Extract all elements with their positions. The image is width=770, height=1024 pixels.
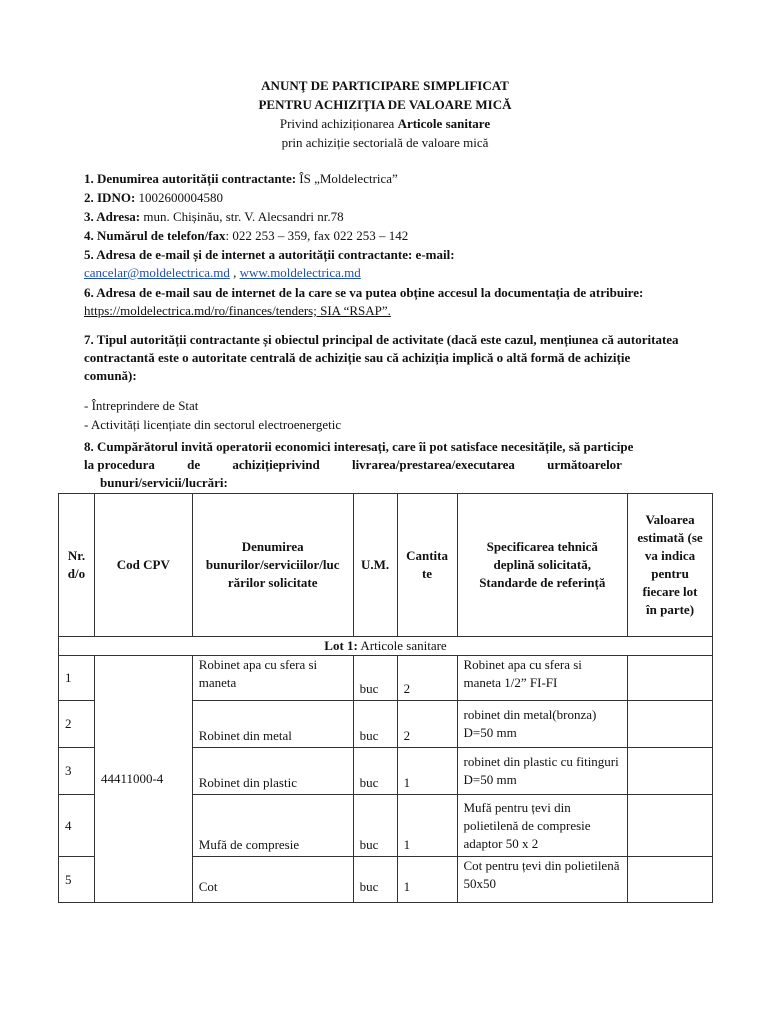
cell-nr: 3 (59, 748, 95, 795)
header-nr: Nr. d/o (59, 494, 95, 637)
cell-val (628, 748, 713, 795)
field-email-label: 5. Adresa de e-mail și de internet a autorității contractante: e-mail: (84, 247, 455, 262)
lot-label (59, 637, 713, 656)
doc-subtitle (0, 116, 770, 132)
cell-name: Robinet din plastic (192, 748, 353, 795)
field-label: 1. Denumirea autorității contractante: (84, 171, 297, 186)
lot-number: Lot 1: (324, 638, 358, 653)
field-value: 1002600004580 (135, 190, 224, 205)
cell-nr: 4 (59, 795, 95, 857)
cell-nr: 2 (59, 701, 95, 748)
cell-val (628, 656, 713, 701)
cell-spec: robinet din plastic cu fitinguri D=50 mm (457, 748, 628, 795)
field-value: : 022 253 – 359, fax 022 253 – 142 (225, 228, 409, 243)
cell-um: buc (353, 857, 397, 903)
header-spec: Specificarea tehnică deplină solicitată, Standarde de referință (457, 494, 628, 637)
cell-qty: 1 (397, 795, 457, 857)
cell-val (628, 857, 713, 903)
subtitle-object: Articole sanitare (397, 116, 491, 131)
cell-name: Robinet apa cu sfera si maneta (192, 656, 353, 701)
field-idno (84, 190, 223, 206)
section-8-line1: 8. Cumpărătorul invită operatorii economici interesați, care îi pot satisface necesitățile, să participe (84, 439, 634, 454)
cell-qty: 1 (397, 748, 457, 795)
header-valoarea: Valoarea estimată (se va indica pentru fiecare lot în parte) (628, 494, 713, 637)
table-header-row (59, 494, 713, 637)
field-phone (84, 228, 408, 244)
items-table (58, 493, 713, 903)
field-value: mun. Chișinău, str. V. Alecsandri nr.78 (140, 209, 344, 224)
field-label: 3. Adresa: (84, 209, 141, 224)
word: la procedura (84, 457, 155, 472)
field-authority (84, 171, 398, 187)
cell-val (628, 701, 713, 748)
lot-name: Articole sanitare (357, 638, 447, 653)
subtitle-prefix: Privind achiziționarea (279, 116, 398, 131)
cell-name: Cot (192, 857, 353, 903)
cell-qty: 2 (397, 656, 457, 701)
field-email-links (84, 265, 361, 281)
doc-title-line2: PENTRU ACHIZIŢIA DE VALOARE MICĂ (258, 97, 512, 112)
doc-subtitle-procedure: prin achiziție sectorială de valoare mică (281, 135, 489, 150)
cell-um: buc (353, 656, 397, 701)
cell-name: Mufă de compresie (192, 795, 353, 857)
link-separator: , (229, 265, 240, 280)
email-link[interactable]: cancelar@moldelectrica.md (84, 265, 230, 280)
cell-qty: 1 (397, 857, 457, 903)
header-cantitate: Cantita te (397, 494, 457, 637)
field-label: 4. Numărul de telefon/fax (84, 228, 226, 243)
section-7-text: 7. Tipul autorității contractante și obiectul principal de activitate (dacă este cazul, mențiunea că autoritatea contractantă este o autoritate centrală de achiziție sau că achiziția implică o altă formă de achiziție comună): (84, 332, 679, 383)
field-address (84, 209, 344, 225)
cell-um: buc (353, 748, 397, 795)
cell-nr: 1 (59, 656, 95, 701)
cell-val (628, 795, 713, 857)
cell-spec: Mufă pentru țevi din polietilenă de compresie adaptor 50 x 2 (457, 795, 628, 857)
cell-um: buc (353, 701, 397, 748)
word: livrarea/prestarea/executarea (351, 457, 515, 472)
cell-spec: Cot pentru țevi din polietilenă 50x50 (457, 857, 628, 903)
website-link[interactable]: www.moldelectrica.md (239, 265, 361, 280)
section-8 (84, 438, 674, 492)
bullet-licensed-activities: - Activități licențiate din sectorul electroenergetic (84, 417, 342, 432)
header-cpv: Cod CPV (94, 494, 192, 637)
word: achizițieprivind (232, 457, 320, 472)
bullet-state-enterprise: - Întreprindere de Stat (84, 398, 199, 413)
cell-spec: Robinet apa cu sfera si maneta 1/2” FI-FI (457, 656, 628, 701)
cell-cpv: 44411000-4 (94, 656, 192, 903)
section-7 (84, 331, 684, 385)
header-denumirea: Denumirea bunurilor/serviciilor/luc rărilor solicitate (192, 494, 353, 637)
lot-row (59, 637, 713, 656)
doc-title-line1: ANUNŢ DE PARTICIPARE SIMPLIFICAT (261, 78, 509, 93)
word: următoarelor (547, 457, 622, 472)
section-8-line2 (84, 456, 622, 474)
cell-qty: 2 (397, 701, 457, 748)
word: de (187, 457, 201, 472)
field-label: 2. IDNO: (84, 190, 136, 205)
docs-url[interactable]: https://moldelectrica.md/ro/finances/tenders; SIA “RSAP”. (84, 303, 391, 318)
field-docs-label: 6. Adresa de e-mail sau de internet de la care se va putea obține accesul la documentația de atribuire: (84, 285, 644, 300)
section-8-line3: bunuri/servicii/lucrări: (100, 475, 228, 490)
cell-nr: 5 (59, 857, 95, 903)
table-row (59, 656, 713, 701)
cell-spec: robinet din metal(bronza) D=50 mm (457, 701, 628, 748)
cell-name: Robinet din metal (192, 701, 353, 748)
header-um: U.M. (353, 494, 397, 637)
cell-um: buc (353, 795, 397, 857)
field-value: ÎS „Moldelectrica” (296, 171, 398, 186)
